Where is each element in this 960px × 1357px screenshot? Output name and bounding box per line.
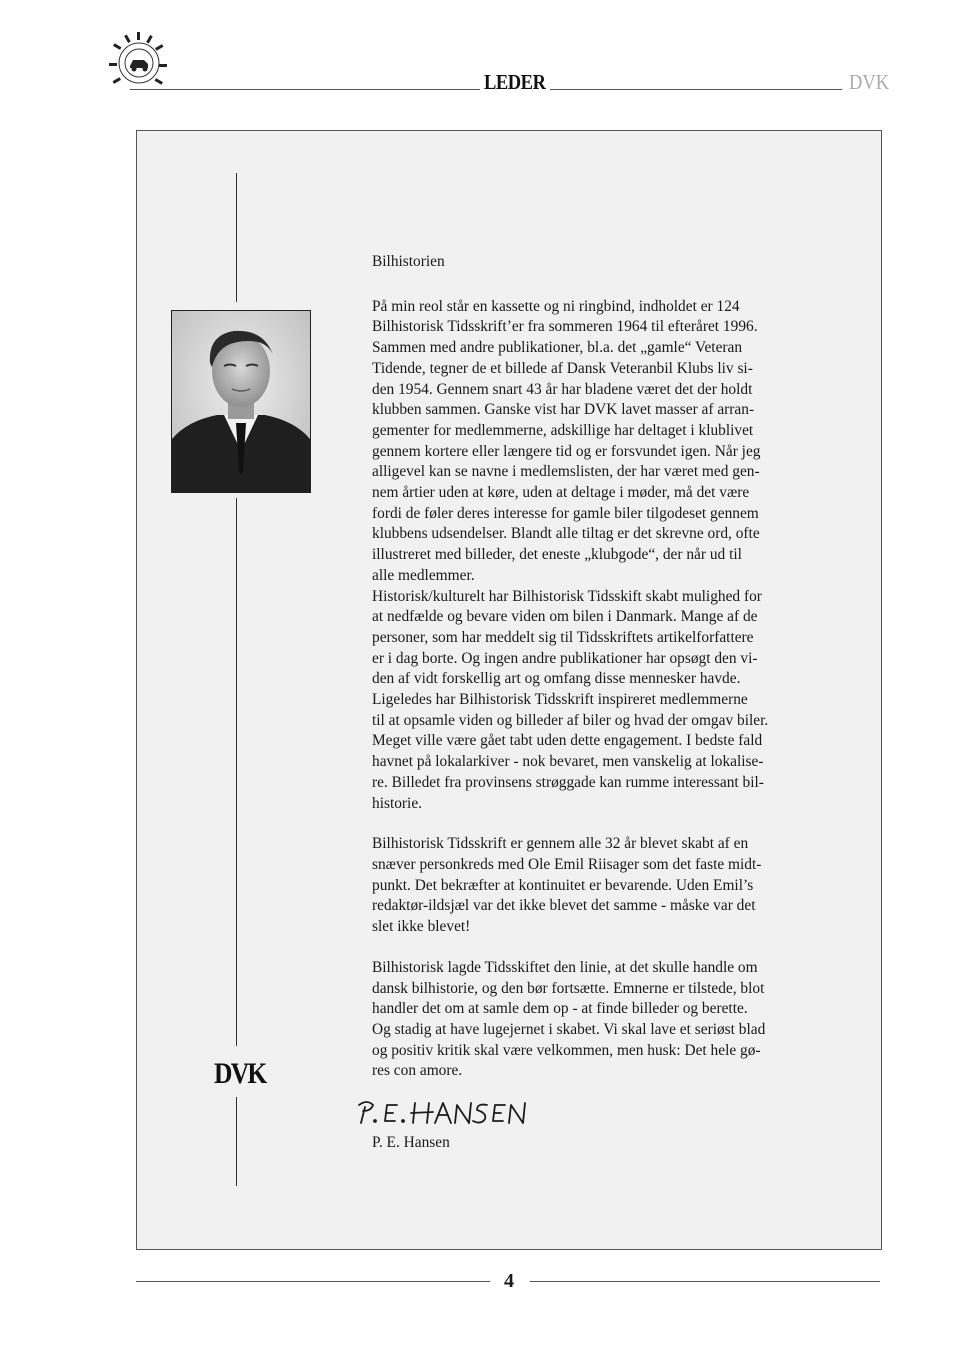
side-rule-bottom: [236, 1097, 237, 1186]
footer-rule-left: [136, 1281, 490, 1282]
footer-rule-right: [530, 1281, 880, 1282]
side-rule-middle: [236, 498, 237, 1046]
header-rule-left: [130, 89, 480, 90]
page-number: 4: [504, 1270, 514, 1292]
author-signature: [353, 1093, 563, 1129]
side-rule-top: [236, 173, 237, 302]
article-heading: Bilhistorien: [372, 253, 445, 270]
sidebar-brand: DVK: [214, 1057, 266, 1090]
author-portrait: [171, 310, 311, 493]
header-brand: DVK: [849, 70, 890, 94]
article-body: [372, 252, 832, 1082]
article-paragraph: Bilhistorisk lagde Tidsskiftet den linie, at det skulle handle om dansk bilhistorie, og den bør fortsætte. Emnerne er tilstede, blot handler det om at samle dem op - at finde billeder og berette. Og stadig at have lugejernet i skabet. Vi skal lave et seriøst blad og positiv kritik skal være velkommen, men husk: Det hele gø- res con amore.: [372, 958, 766, 1080]
club-logo-emblem: [106, 30, 172, 96]
section-title: LEDER: [484, 70, 546, 94]
article-paragraph: På min reol står en kassette og ni ringbind, indholdet er 124 Bilhistorisk Tidsskrift’er fra sommeren 1964 til efteråret 1996. Sammen med andre publikationer, bl.a. det „gamle“ Veteran Tidende, tegner de et billede af Dansk Veteranbil Klubs liv si- den 1954. Gennem snart 43 år har bladene været det der holdt klubben sammen. Ganske vist har DVK lavet masser af arran- gementer for medlemmerne, adskillige har deltaget i klublivet gennem kortere eller længere tid og er forsvundet igen. Når jeg alligevel kan se navne i medlemslisten, der har været med gen- nem årtier uden at køre, uden at deltage i møder, må det være fordi de føler deres interesse for gamle biler tilgodeset gennem klubbens udsendelser. Blandt alle tiltag er det skrevne ord, ofte illustreret med billeder, det eneste „klubgode“, der når ud til alle medlemmer. Historisk/kulturelt har Bilhistorisk Tidsskift skabt mulighed for at nedfælde og bevare viden om bilen i Danmark. Mange af de personer, som har meddelt sig til Tidsskriftets artikelforfattere er i dag borte. Og ingen andre publikationer har opsøgt den vi- den af vidt forskellig art og omfang disse mennesker havde. Ligeledes har Bilhistorisk Tidsskrift inspireret medlemmerne til at opsamle viden og billeder af biler og hvad der omgav biler. Meget ville være gået tabt uden dette engagement. I bedste fald havnet på lokalarkiver - nok bevaret, men vanskelig at lokalise- re. Billedet fra provinsens strøggade kan rumme interessant bil- historie.: [372, 297, 769, 812]
author-name: P. E. Hansen: [372, 1134, 450, 1151]
header-rule-right: [550, 89, 842, 90]
article-paragraph: Bilhistorisk Tidsskrift er gennem alle 32 år blevet skabt af en snæver personkreds med Ole Emil Riisager som det faste midt- punkt. Det bekræfter at kontinuitet er bevarende. Uden Emil’s redaktør-ildsjæl var det ikke blevet det samme - måske var det slet ikke blevet!: [372, 835, 762, 936]
